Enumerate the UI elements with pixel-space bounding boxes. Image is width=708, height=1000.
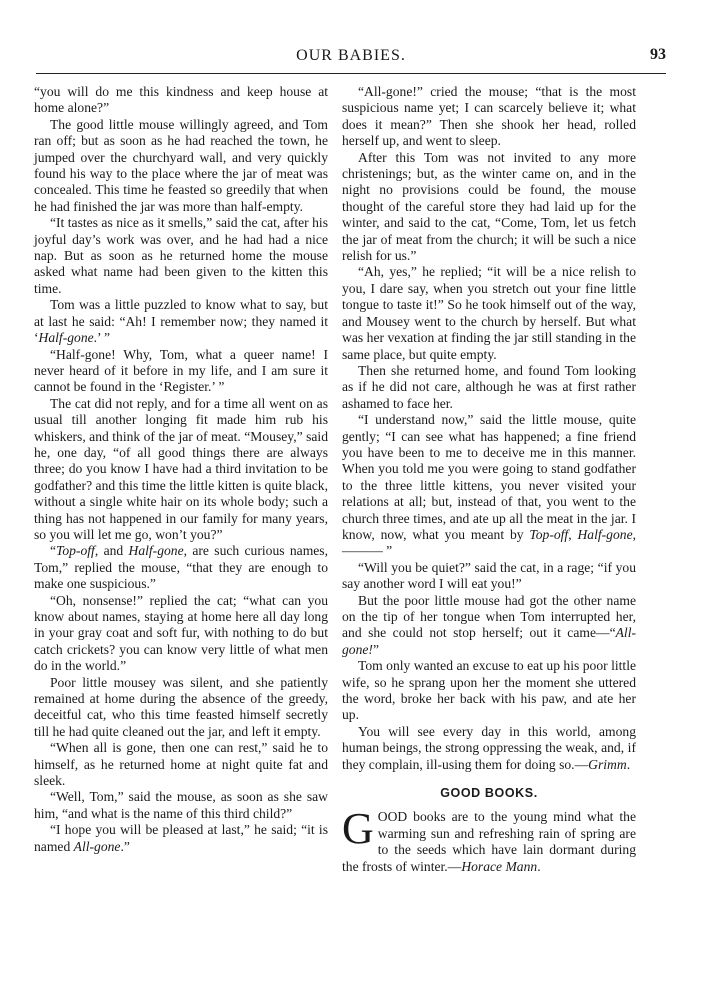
running-title: OUR BABIES. xyxy=(296,47,406,64)
good-books-section xyxy=(342,804,636,875)
left-column xyxy=(34,84,328,855)
paragraph xyxy=(34,593,328,675)
text-run: , are such curious names, Tom,” replied the mouse, “that they are enough to make one suspicious.” xyxy=(34,543,328,592)
text-run: “All-gone!” cried the mouse; “that is the most suspicious name yet; I can scarcely believe it; what does it mean?” Then she shook her head, rolled herself up, and went to sleep. xyxy=(342,84,636,149)
paragraph xyxy=(342,724,636,773)
paragraph xyxy=(34,84,328,117)
italic-text: Horace Mann xyxy=(461,858,538,874)
paragraph xyxy=(342,593,636,659)
page-number: 93 xyxy=(650,46,666,63)
drop-cap: G xyxy=(342,804,374,854)
text-run: .’ ” xyxy=(93,330,111,346)
paragraph xyxy=(342,560,636,593)
text-run: But the poor little mouse had got the other name on the tip of her tongue when Tom interrupted her, and she could not stop herself; out it came—“ xyxy=(342,592,636,641)
text-run: , xyxy=(568,526,578,542)
paragraph xyxy=(34,215,328,297)
text-run: “Well, Tom,” said the mouse, as soon as she saw him, “and what is the name of this third child?” xyxy=(34,789,328,821)
text-run: The cat did not reply, and for a time all went on as usual till another longing fit made him rub his whiskers, and think of the jar of meat. “Mousey,” said he, one day, “of all good things there are always three; do you know I have had a third invitation to be godfather? and this time the little kitten is quite black, without a single white hair on its whole body; such a thing has not happened in our family for many years, so you will let me go, won’t you?” xyxy=(34,395,328,542)
paragraph xyxy=(342,412,636,560)
italic-text: All-gone xyxy=(73,838,121,854)
text-run: . xyxy=(537,858,541,874)
section-title-good-books: GOOD BOOKS. xyxy=(440,786,538,801)
good-books-paragraph xyxy=(342,804,636,875)
text-run: “Oh, nonsense!” replied the cat; “what can you know about names, staying at home here all day long in your gray coat and soft fur, with nothing to do but catch crickets? you can know very little of what men do in the world.” xyxy=(34,592,328,674)
italic-text: Half-gone xyxy=(38,330,94,346)
italic-text: Half-gone xyxy=(577,526,633,542)
text-run: “When all is gone, then one can rest,” said he to himself, as he returned home at night quite fat and sleek. xyxy=(34,740,328,789)
right-column xyxy=(342,84,636,875)
paragraph xyxy=(34,740,328,789)
text-run: Poor little mousey was silent, and she patiently remained at home during the absence of the greedy, deceitful cat, who this time feasted himself secretly till he had quite cleaned out the jar, and left it empty. xyxy=(34,674,328,739)
paragraph xyxy=(34,117,328,215)
text-run: You will see every day in this world, among human beings, the strong oppressing the weak, and, if they complain, ill-using them for doing so.— xyxy=(342,723,636,772)
text-run: The good little mouse willingly agreed, and Tom ran off; but as soon as he had reached the town, he jumped over the churchyard wall, and very quickly found his way to the place where the jar of meat was concealed. This time he feasted so greedily that when he had finished the jar was more than half-empty. xyxy=(34,116,328,214)
paragraph xyxy=(34,789,328,822)
text-run: “Ah, yes,” he replied; “it will be a nice relish to you, I dare say, when you stretch out your fine little tongue to taste it!” So he took himself out of the way, and Mousey went to the church by herself. But what was her vexation at finding the jar still standing in the same place, but quite empty. xyxy=(342,264,636,362)
text-run: “ xyxy=(50,543,57,559)
text-run: OOD books are to the young mind what the warming sun and refreshing rain of spring are to the seeds which have lain dormant during the frosts of winter.— xyxy=(342,809,636,874)
text-run: “I understand now,” said the little mouse, quite gently; “I can see what has happened; a fine friend you have been to me to deceive me in this manner. When you told me you were going to stand godfather to the three little kittens, you never visited your relations at all; but, instead of that, you went to the church three times, and ate up all the meat in the jar. I know, now, what you meant by xyxy=(342,412,636,542)
text-run: Tom was a little puzzled to know what to say, but at last he said: “Ah! I remember now; they named it ‘ xyxy=(34,297,328,346)
italic-text: Top-off xyxy=(529,526,569,542)
text-run: Tom only wanted an excuse to eat up his poor little wife, so he sprang upon her the moment she uttered the word, broke her back with his paw, and ate her up. xyxy=(342,658,636,723)
italic-text: Grimm xyxy=(588,756,627,772)
text-run: “you will do me this kindness and keep house at home alone?” xyxy=(34,84,328,116)
text-run: “It tastes as nice as it smells,” said the cat, after his joyful day’s work was over, and he had had a nice nap. But as soon as he returned home the mouse asked what name had been given to the kitten this time. xyxy=(34,215,328,296)
text-run: After this Tom was not invited to any more christenings; but, as the winter came on, and in the night no provisions could be found, the mouse thought of the careful store they had laid up for the winter, and said to the cat, “Come, Tom, let us fetch the jar of meat from the church; it will be such a nice relish for us.” xyxy=(342,149,636,264)
text-run: “I hope you will be pleased at last,” he said; “it is named xyxy=(34,822,328,854)
paragraph xyxy=(34,347,328,396)
text-run: .” xyxy=(120,838,130,854)
paragraph xyxy=(34,822,328,855)
paragraph xyxy=(342,264,636,362)
paragraph xyxy=(34,297,328,346)
header-rule xyxy=(36,73,666,74)
text-run: , and xyxy=(94,543,129,559)
italic-text: All-gone! xyxy=(342,625,636,657)
text-run: . xyxy=(626,756,631,772)
paragraph xyxy=(342,84,636,150)
paragraph xyxy=(34,396,328,544)
text-run: “Half-gone! Why, Tom, what a queer name! I never heard of it before in my life, and I am sure it cannot be found in the ‘Register.’ ” xyxy=(34,346,328,395)
text-run: , ——— ” xyxy=(342,526,637,559)
story-continuation xyxy=(342,84,636,773)
page-header xyxy=(36,44,666,68)
paragraph xyxy=(342,150,636,265)
paragraph xyxy=(34,543,328,592)
text-run: “Will you be quiet?” said the cat, in a rage; “if you say another word I will eat you!” xyxy=(342,559,636,592)
text-run: ” xyxy=(372,641,379,657)
paragraph xyxy=(342,363,636,412)
italic-text: Half-gone xyxy=(128,543,184,559)
text-run: Then she returned home, and found Tom looking as if he did not care, although he was at first rather ashamed to face her. xyxy=(342,362,636,411)
paragraph xyxy=(34,675,328,741)
paragraph xyxy=(342,658,636,724)
italic-text: Top-off xyxy=(56,543,95,559)
